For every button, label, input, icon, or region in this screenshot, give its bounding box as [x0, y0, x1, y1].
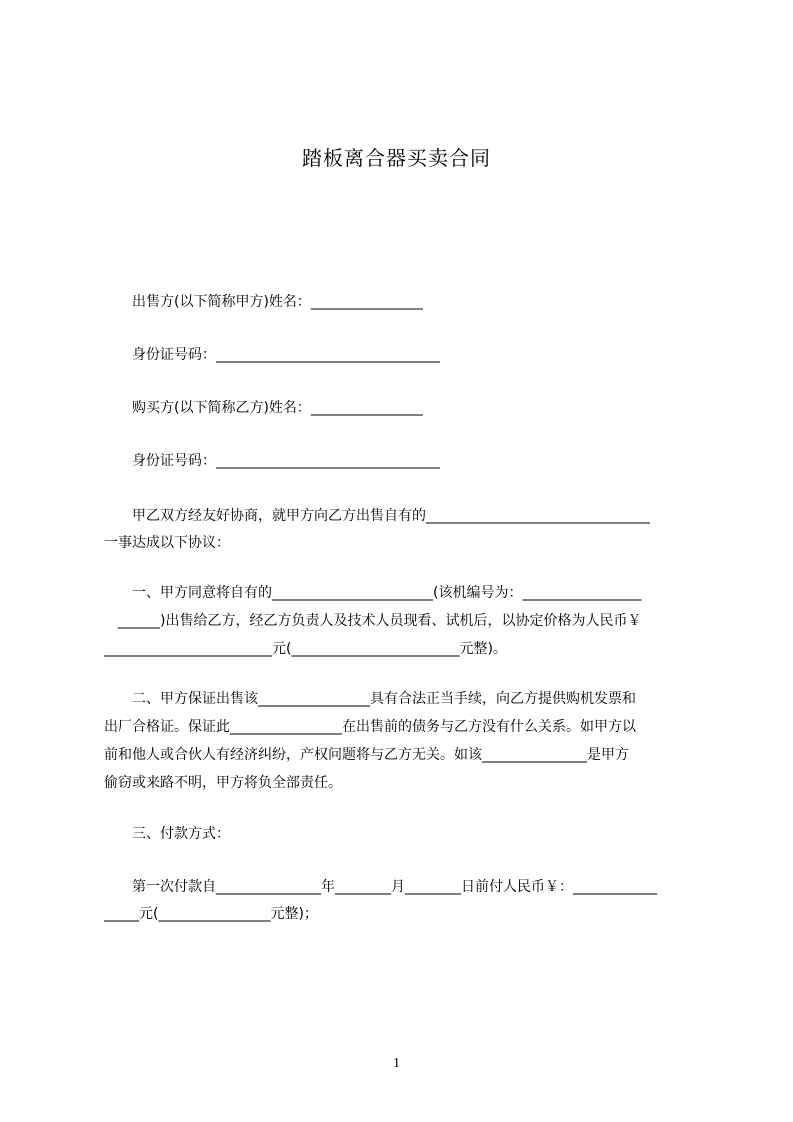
clause-1-line-2: ______)出售给乙方，经乙方负责人及技术人员现看、试机后，以协定价格为人民币￥ — [104, 613, 642, 629]
clause-2-line-1: 二、甲方保证出售该________________具有合法正当手续，向乙方提供购机发票和 — [104, 691, 636, 707]
page-title: 踏板离合器买卖合同 — [302, 146, 491, 170]
clause-2-line-3: 前和他人或合伙人有经济纠纷，产权问题将与乙方无关。如该_______________是甲方 — [104, 747, 629, 763]
payment-line-1: 第一次付款自_______________年________月________日前付人民币￥：____________ — [104, 879, 657, 895]
clause-2-line-4: 偷窃或来路不明，甲方将负全部责任。 — [104, 775, 342, 791]
clause-2-line-2: 出厂合格证。保证此________________在出售前的债务与乙方没有什么关系。如甲方以 — [104, 719, 636, 735]
clause-3-heading: 三、付款方式： — [104, 826, 230, 842]
payment-line-2: _____元(________________元整)； — [104, 906, 318, 922]
clause-1-line-3: ________________________元(________________________元整)。 — [104, 641, 507, 657]
seller-name-line: 出售方(以下简称甲方)姓名：________________ — [104, 294, 423, 310]
preamble-line-2: 一事达成以下协议： — [104, 535, 230, 551]
preamble-line-1: 甲乙双方经友好协商，就甲方向乙方出售自有的________________________________ — [104, 508, 650, 524]
buyer-name-line: 购买方(以下简称乙方)姓名：________________ — [104, 400, 423, 416]
buyer-id-line: 身份证号码：________________________________ — [104, 453, 440, 469]
clause-1-line-1: 一、甲方同意将自有的_______________________(该机编号为：_________________ — [104, 585, 642, 601]
seller-id-line: 身份证号码：________________________________ — [104, 347, 440, 363]
page-number: 1 — [393, 1056, 400, 1071]
